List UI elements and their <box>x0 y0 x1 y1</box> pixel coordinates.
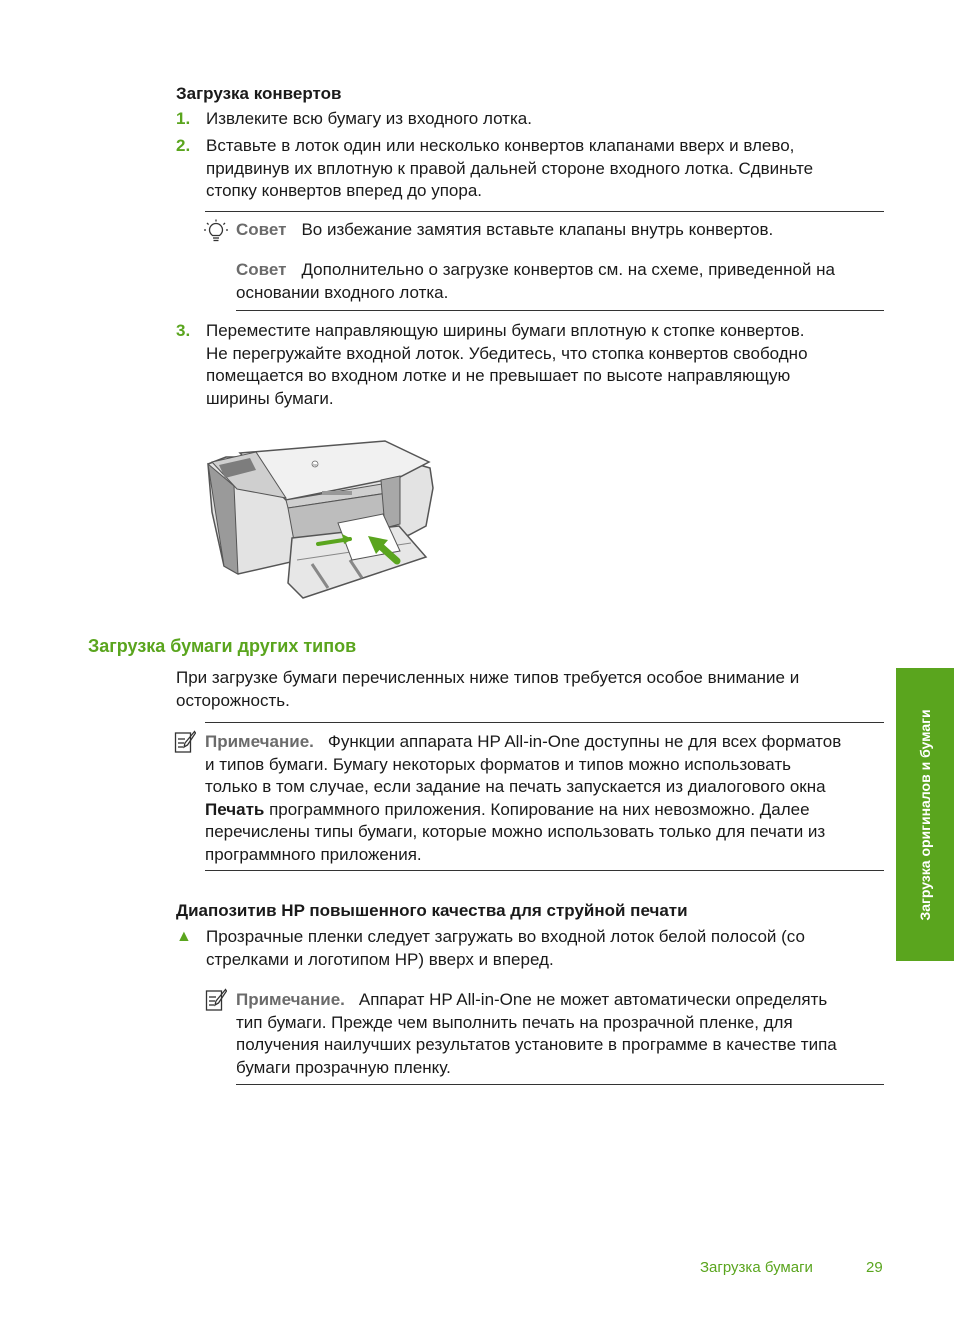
step-2-line: Вставьте в лоток один или несколько конвертов клапанами вверх и влево, <box>206 136 795 155</box>
note-bottom-rule <box>205 870 884 871</box>
other-intro <box>176 667 799 712</box>
step-2-number: 2. <box>176 136 191 155</box>
footer-section: Загрузка бумаги <box>700 1259 813 1276</box>
transparency-note-line: получения наилучших результатов установите в программе в качестве типа <box>236 1035 837 1054</box>
tip-1-label: Совет <box>236 220 287 239</box>
note-line: программного приложения. Копирование на них невозможно. Далее <box>264 799 810 819</box>
step-2-line: стопку конвертов вперед до упора. <box>206 181 483 200</box>
tip-2-text-cont: основании входного лотка. <box>236 282 449 302</box>
step-2-line: придвинув их вплотную к правой дальней стороне входного лотка. Сдвиньте <box>206 158 814 178</box>
note-print-dialog: Печать <box>205 799 265 819</box>
step-1-text: Извлеките всю бумагу из входного лотка. <box>206 109 532 128</box>
transparency-note-text: Аппарат HP All-in-One не может автоматически определять <box>358 990 828 1009</box>
note-line: и типов бумаги. Бумагу некоторых форматов и типов можно использовать <box>205 754 791 774</box>
transparency-note-line: бумаги прозрачную пленку. <box>236 1057 451 1077</box>
note-line: перечислены типы бумаги, которые можно использовать только для печати из <box>205 822 826 841</box>
chapter-side-tab-label: Загрузка оригиналов и бумаги <box>916 708 933 921</box>
step-3-number: 3. <box>176 321 191 340</box>
transparency-line: Прозрачные пленки следует загружать во входной лоток белой полосой (со <box>206 927 805 946</box>
note-line: программного приложения. <box>205 844 422 864</box>
printer-logo: hp <box>313 463 317 467</box>
transparency-heading: Диапозитив HP повышенного качества для струйной печати <box>176 901 688 920</box>
other-intro-line: При загрузке бумаги перечисленных ниже типов требуется особое внимание и <box>176 668 800 687</box>
other-intro-line: осторожность. <box>176 690 290 710</box>
step-3-line: Переместите направляющую ширины бумаги вплотную к стопке конвертов. <box>206 321 805 340</box>
step-3-line: ширины бумаги. <box>206 388 334 408</box>
page-number: 29 <box>866 1259 883 1276</box>
transparency-note-line: тип бумаги. Прежде чем выполнить печать на прозрачной пленке, для <box>236 1012 793 1032</box>
transparency-text <box>206 926 805 971</box>
note-line: только в том случае, если задание на печать запускается из диалогового окна <box>205 777 826 796</box>
note-icon <box>174 730 196 754</box>
note-block <box>205 731 841 866</box>
envelopes-heading: Загрузка конвертов <box>176 84 342 103</box>
tip-1 <box>236 219 773 242</box>
step-2-text <box>206 135 813 203</box>
transparency-note-label: Примечание. <box>236 990 345 1009</box>
note-icon <box>205 988 227 1012</box>
lightbulb-icon <box>204 219 228 245</box>
transparency-note <box>236 989 837 1079</box>
tip-2-label: Совет <box>236 260 287 279</box>
tip-top-rule <box>205 211 884 212</box>
step-1-number: 1. <box>176 109 191 128</box>
step-3-line: помещается во входном лотке и не превышает по высоте направляющую <box>206 366 791 385</box>
tip-2 <box>236 259 835 304</box>
step-3-text <box>206 320 808 410</box>
tip-1-text: Во избежание замятия вставьте клапаны внутрь конвертов. <box>301 220 774 239</box>
printer-envelope-illustration <box>204 440 436 605</box>
note-top-rule <box>205 722 884 723</box>
transparency-line: стрелками и логотипом HP) вверх и вперед. <box>206 949 554 969</box>
note-text: Функции аппарата HP All-in-One доступны не для всех форматов <box>327 732 842 751</box>
transparency-note-rule <box>236 1084 884 1085</box>
note-label: Примечание. <box>205 732 314 751</box>
chapter-side-tab <box>896 668 954 961</box>
other-types-heading: Загрузка бумаги других типов <box>88 636 357 656</box>
bullet-triangle-icon: ▲ <box>176 928 192 945</box>
tip-bottom-rule <box>236 310 884 311</box>
tip-2-text: Дополнительно о загрузке конвертов см. на схеме, приведенной на <box>301 260 835 279</box>
step-3-line: Не перегружайте входной лоток. Убедитесь, что стопка конвертов свободно <box>206 343 808 363</box>
